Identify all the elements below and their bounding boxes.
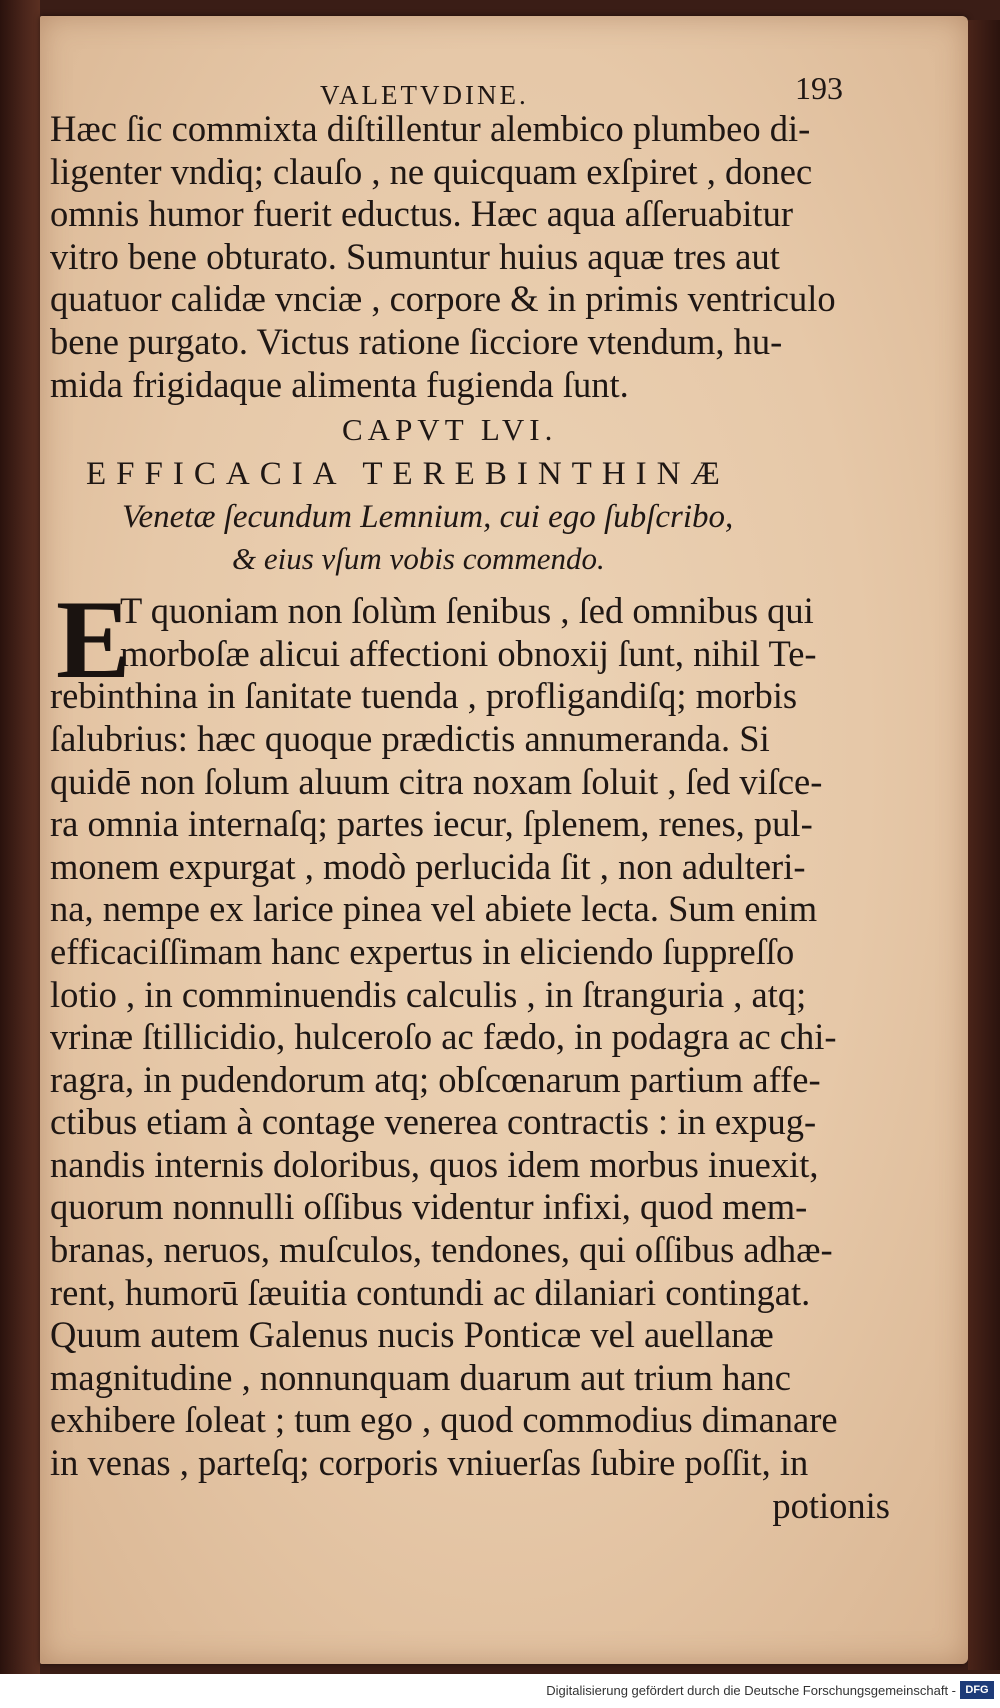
text-line: T quoniam non ſolùm ſenibus , ſed omnibus qui: [120, 590, 814, 632]
body-paragraph: [50, 578, 910, 1527]
text-line: quorum nonnulli oſſibus videntur infixi, quod mem-: [50, 1186, 808, 1228]
book-spine-edge: [0, 0, 40, 1708]
text-line: ligenter vndiq; clauſo , ne quicquam exſpiret , donec: [50, 150, 813, 192]
text-line: nandis internis doloribus, quos idem morbus inuexit,: [50, 1143, 819, 1185]
text-line: ra omnia internaſq; partes iecur, ſplenem, renes, pul-: [50, 803, 813, 845]
text-line: in venas , parteſq; corporis vniuerſas ſubire poſſit, in: [50, 1442, 809, 1484]
text-line: bene purgato. Victus ratione ſicciore vtendum, hu-: [50, 320, 783, 362]
text-line: omnis humor fuerit eductus. Hæc aqua aſſeruabitur: [50, 193, 793, 235]
chapter-number: CAPVT LVI.: [342, 412, 558, 448]
digitization-footer: [0, 1674, 1000, 1708]
catchword: potionis: [772, 1484, 890, 1526]
text-line: monem expurgat , modò perlucida ſit , non adulteri-: [50, 845, 806, 887]
top-paragraph: [50, 108, 910, 406]
text-line: Hæc ſic commixta diſtillentur alembico plumbeo di-: [50, 108, 811, 149]
running-head: VALETVDINE.: [320, 80, 529, 110]
text-line: efficaciſſimam hanc expertus in eliciendo ſuppreſſo: [50, 930, 795, 972]
page-header: [50, 64, 910, 108]
text-line: ctibus etiam à contage venerea contractis : in expug-: [50, 1101, 817, 1143]
book-cover-edge: [968, 20, 1000, 1670]
text-line: mida frigidaque alimenta fugienda ſunt.: [50, 363, 629, 405]
drop-cap: E: [56, 578, 131, 703]
page-number: 193: [795, 70, 843, 106]
text-line: rent, humorū ſæuitia contundi ac dilaniari contingat.: [50, 1271, 811, 1313]
page-text: [50, 64, 910, 1527]
text-line: quidē non ſolum aluum citra noxam ſoluit , ſed viſce-: [50, 760, 823, 802]
text-line: morboſæ alicui affectioni obnoxij ſunt, nihil Te-: [120, 632, 817, 674]
chapter-subtitle: Venetæ ſecundum Lemnium, cui ego ſubſcribo,: [122, 499, 734, 536]
text-line: na, nempe ex larice pinea vel abiete lecta. Sum enim: [50, 888, 818, 930]
text-line: rebinthina in ſanitate tuenda , profligandiſq; morbis: [50, 675, 798, 717]
text-line: ragra, in pudendorum atq; obſcœnarum partium affe-: [50, 1058, 821, 1100]
text-line: branas, neruos, muſculos, tendones, qui oſſibus adhæ-: [50, 1229, 833, 1271]
text-line: lotio , in comminuendis calculis , in ſtranguria , atq;: [50, 973, 807, 1015]
text-line: ſalubrius: hæc quoque prædictis annumeranda. Si: [50, 717, 770, 759]
text-line: exhibere ſoleat ; tum ego , quod commodius dimanare: [50, 1399, 838, 1441]
chapter-title: EFFICACIA TEREBINTHINÆ: [86, 456, 730, 493]
dfg-logo: DFG: [960, 1681, 994, 1699]
text-line: Quum autem Galenus nucis Ponticæ vel auellanæ: [50, 1314, 774, 1356]
text-line: vitro bene obturato. Sumuntur huius aquæ tres aut: [50, 235, 780, 277]
funding-notice: Digitalisierung gefördert durch die Deutsche Forschungsgemeinschaft -: [546, 1683, 956, 1698]
text-line: quatuor calidæ vnciæ , corpore & in primis ventriculo: [50, 278, 836, 320]
text-line: magnitudine , nonnunquam duarum aut trium hanc: [50, 1356, 791, 1398]
chapter-subtitle: & eius vſum vobis commendo.: [232, 541, 605, 577]
text-line: vrinæ ſtillicidio, hulceroſo ac fædo, in podagra ac chi-: [50, 1016, 837, 1058]
